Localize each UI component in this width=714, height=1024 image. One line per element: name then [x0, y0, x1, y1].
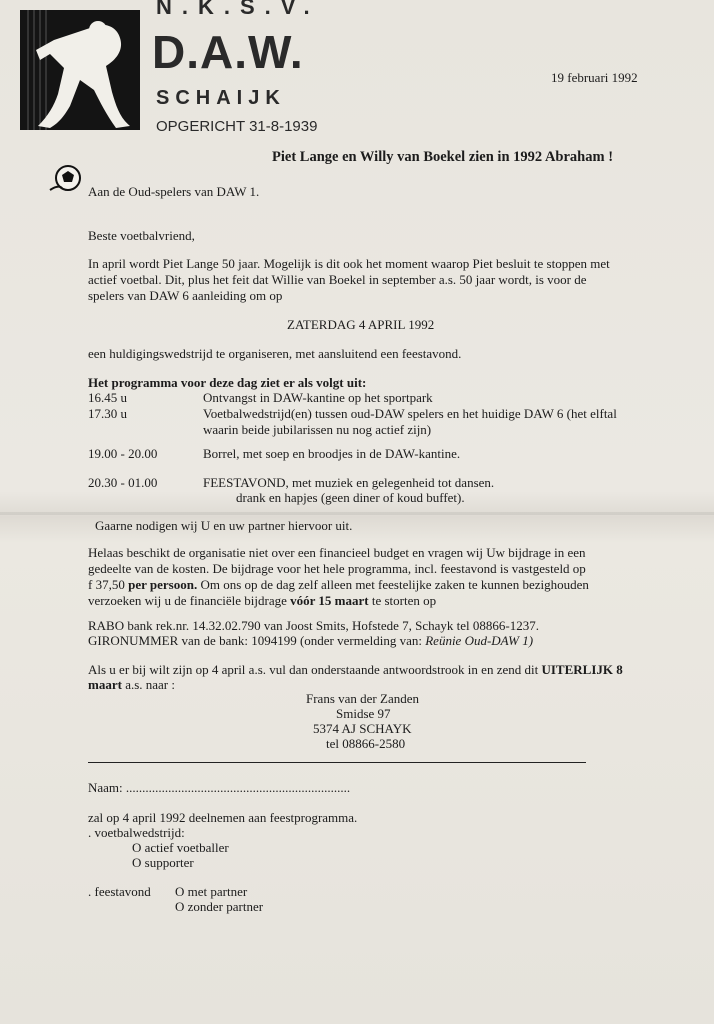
option-with-partner[interactable]: O met partner: [175, 884, 248, 899]
addressee: Aan de Oud-spelers van DAW 1.: [88, 184, 260, 199]
reply-deadline: UITERLIJK 8: [541, 662, 623, 677]
paper-fold: [0, 512, 714, 515]
intro-line-3: spelers van DAW 6 aanleiding om op: [88, 288, 283, 303]
club-town: SCHAIJK: [156, 87, 286, 109]
reply-line-2: [88, 677, 175, 693]
amount: f 37,50: [88, 577, 129, 592]
program-activity-cont: waarin beide jubilarissen nu nog actief zijn): [203, 422, 432, 437]
giro-reference: Reünie Oud-DAW 1): [425, 633, 534, 648]
program-time: 16.45 u: [88, 390, 127, 405]
reply-line-1: [88, 662, 623, 678]
program-activity: FEESTAVOND, met muziek en gelegenheid tot dansen.: [203, 475, 495, 490]
cost-line-4: [88, 593, 436, 609]
option-supporter[interactable]: O supporter: [132, 855, 194, 870]
founded-date: OPGERICHT 31-8-1939: [156, 118, 318, 135]
cut-line: [88, 762, 586, 763]
giro-number: GIRONUMMER van de bank: 1094199 (onder vermelding van:: [88, 633, 426, 648]
program-time: 17.30 u: [88, 406, 127, 421]
match-label: . voetbalwedstrijd:: [88, 825, 185, 840]
cost-line-4-start: verzoeken wij u de financiële bijdrage: [88, 593, 291, 608]
program-activity: Borrel, met soep en broodjes in de DAW-kantine.: [203, 446, 461, 461]
giro-line: [88, 633, 533, 649]
headline: Piet Lange en Willy van Boekel zien in 1992 Abraham !: [272, 149, 614, 165]
party-label: . feestavond: [88, 884, 151, 899]
reply-month: maart: [88, 677, 122, 692]
address-name: Frans van der Zanden: [306, 691, 419, 706]
program-activity-cont: drank en hapjes (geen diner of koud buffet).: [236, 490, 465, 505]
club-name: D.A.W.: [152, 26, 304, 78]
program-activity: Voetbalwedstrijd(en) tussen oud-DAW spelers en het huidige DAW 6 (het elftal: [203, 406, 617, 421]
intro-line-2: actief voetbal. Dit, plus het feit dat Willie van Boekel in september a.s. 50 jaar wordt, is voor de: [88, 272, 587, 287]
intro-line-1: In april wordt Piet Lange 50 jaar. Mogelijk is dit ook het moment waarop Piet besluit te stoppen met: [88, 256, 610, 271]
participation-line: zal op 4 april 1992 deelnemen aan feestprogramma.: [88, 810, 358, 825]
event-date: ZATERDAG 4 APRIL 1992: [287, 317, 435, 332]
program-activity: Ontvangst in DAW-kantine op het sportpark: [203, 390, 433, 405]
rabo-bank-line: RABO bank rek.nr. 14.32.02.790 van Joost Smits, Hofstede 7, Schayk tel 08866-1237.: [88, 618, 539, 633]
letter-date: 19 februari 1992: [551, 70, 638, 85]
cost-line-3: [88, 577, 589, 593]
club-initials: N.K.S.V.: [156, 0, 320, 16]
cost-line-3-rest: Om ons op de dag zelf alleen met feestelijke zaken te kunnen bezighouden: [197, 577, 589, 592]
option-active-player[interactable]: O actief voetballer: [132, 840, 229, 855]
address-phone: tel 08866-2580: [326, 736, 406, 751]
name-field[interactable]: Naam: .....................................................................: [88, 780, 351, 795]
player-logo: [20, 10, 140, 130]
footballer-icon: [20, 10, 140, 130]
program-time: 19.00 - 20.00: [88, 446, 158, 461]
cost-line-1: Helaas beschikt de organisatie niet over een financieel budget en vragen wij Uw bijdrage in een: [88, 545, 586, 560]
program-heading: Het programma voor deze dag ziet er als volgt uit:: [88, 375, 367, 390]
program-time: 20.30 - 01.00: [88, 475, 158, 490]
football-icon: [48, 158, 82, 196]
salutation: Beste voetbalvriend,: [88, 228, 195, 243]
per-person: per persoon.: [128, 577, 198, 592]
payment-deadline: vóór 15 maart: [290, 593, 369, 608]
cost-line-4-end: te storten op: [368, 593, 437, 608]
reply-to: a.s. naar :: [121, 677, 175, 692]
event-description: een huldigingswedstrijd te organiseren, met aansluitend een feestavond.: [88, 346, 462, 361]
invitation-line: Gaarne nodigen wij U en uw partner hiervoor uit.: [95, 518, 353, 533]
cost-line-2: gedeelte van de kosten. De bijdrage voor het hele programma, incl. feestavond is vastgesteld op: [88, 561, 586, 576]
address-city: 5374 AJ SCHAYK: [313, 721, 412, 736]
address-street: Smidse 97: [336, 706, 391, 721]
option-without-partner[interactable]: O zonder partner: [175, 899, 264, 914]
reply-text: Als u er bij wilt zijn op 4 april a.s. vul dan onderstaande antwoordstrook in en zend dit: [88, 662, 542, 677]
